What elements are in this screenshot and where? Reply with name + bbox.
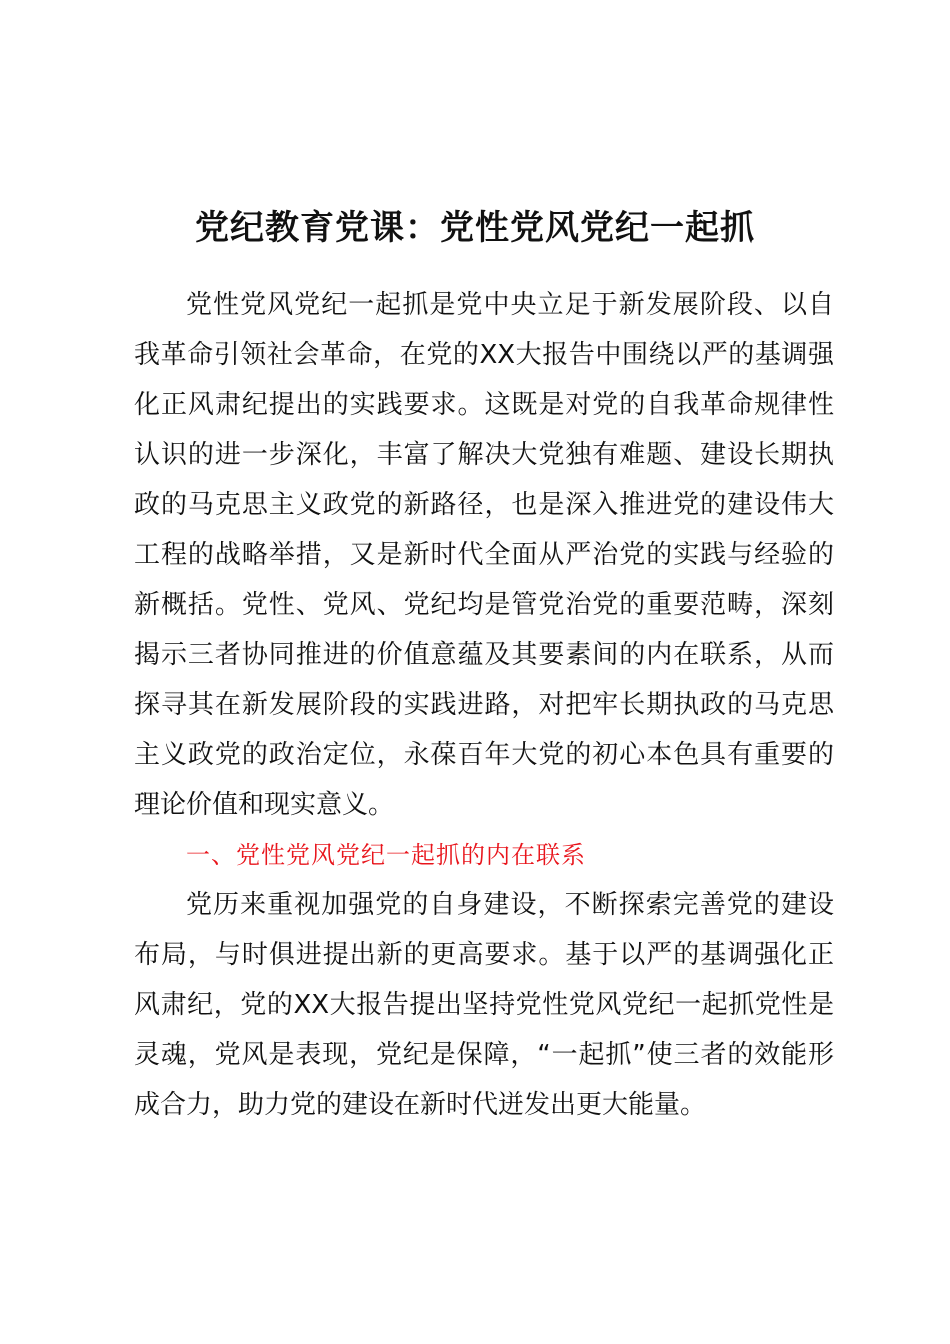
section-heading-1: 一、党性党风党纪一起抓的内在联系 xyxy=(186,841,586,869)
document-body xyxy=(134,280,834,1130)
paragraph-intro: 党性党风党纪一起抓是党中央立足于新发展阶段、以自我革命引领社会革命，在党的XX大报告中围绕以严的基调强化正风肃纪提出的实践要求。这既是对党的自我革命规律性认识的进一步深化，丰富了解决大党独有难题、建设长期执政的马克思主义政党的新路径，也是深入推进党的建设伟大工程的战略举措，又是新时代全面从严治党的实践与经验的新概括。党性、党风、党纪均是管党治党的重要范畴，深刻揭示三者协同推进的价值意蕴及其要素间的内在联系，从而探寻其在新发展阶段的实践进路，对把牢长期执政的马克思主义政党的政治定位，永葆百年大党的初心本色具有重要的理论价值和现实意义。 xyxy=(134,290,834,820)
document-title: 党纪教育党课：党性党风党纪一起抓 xyxy=(195,208,755,248)
paragraph-section-1: 党历来重视加强党的自身建设，不断探索完善党的建设布局，与时俱进提出新的更高要求。基于以严的基调强化正风肃纪，党的XX大报告提出坚持党性党风党纪一起抓党性是灵魂，党风是表现，党纪是保障，“一起抓”使三者的效能形成合力，助力党的建设在新时代迸发出更大能量。 xyxy=(134,890,834,1120)
